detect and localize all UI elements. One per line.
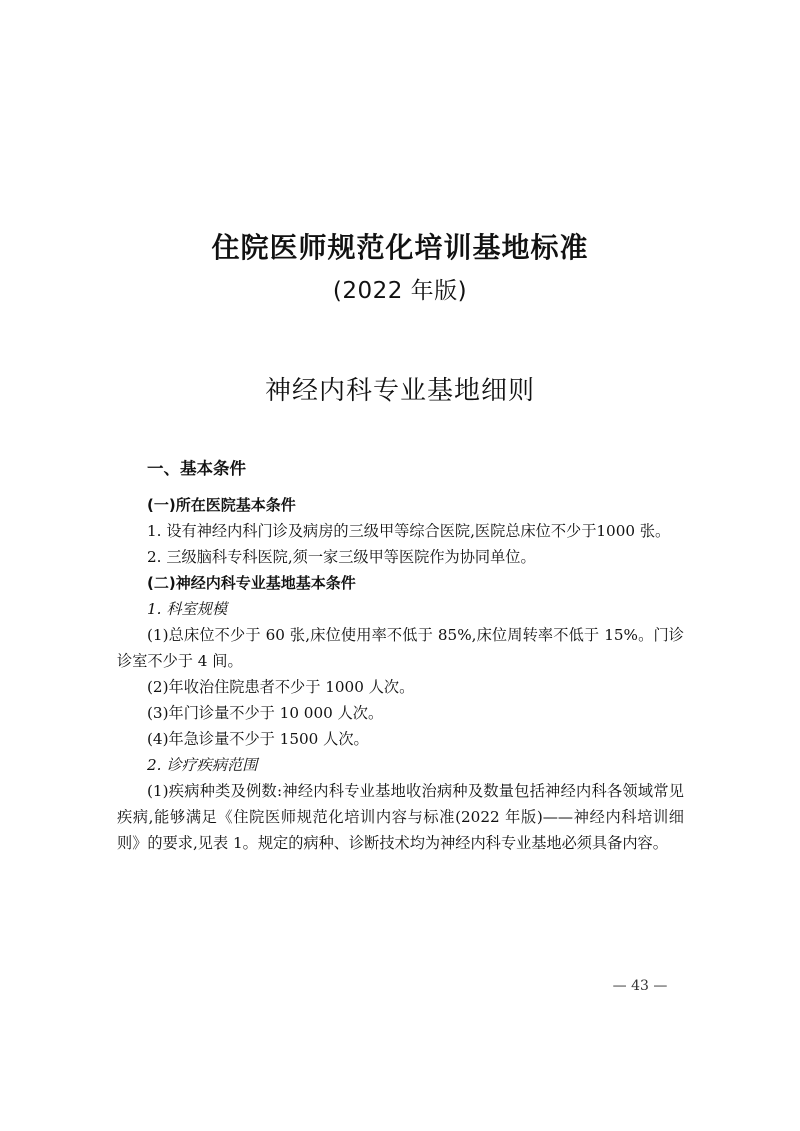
paragraph-6: (4)年急诊量不少于 1500 人次。 bbox=[147, 730, 369, 748]
heading-hospital-conditions: (一)所在医院基本条件 bbox=[147, 496, 296, 514]
paragraph-7: (1)疾病种类及例数:神经内科专业基地收治病种及数量包括神经内科各领域常见疾病,能够满足《住院医师规范化培训内容与标准(2022 年版)——神经内科培训细则》的要求,见表 1。规定的病种、诊断技术均为神经内科专业基地必须具备内容。 bbox=[117, 782, 684, 852]
heading-department-scale: 1. 科室规模 bbox=[147, 600, 228, 618]
heading-basic-conditions: 一、基本条件 bbox=[147, 459, 246, 478]
heading-base-conditions: (二)神经内科专业基地基本条件 bbox=[147, 574, 356, 592]
paragraph-3: (1)总床位不少于 60 张,床位使用率不低于 85%,床位周转率不低于 15%。门诊诊室不少于 4 间。 bbox=[117, 626, 684, 670]
paragraph-4: (2)年收治住院患者不少于 1000 人次。 bbox=[147, 678, 415, 696]
body-text bbox=[117, 456, 684, 856]
page-number: — 43 — bbox=[612, 978, 668, 994]
sub-title: (2022 年版) bbox=[332, 278, 468, 304]
paragraph-2: 2. 三级脑科专科医院,须一家三级甲等医院作为协同单位。 bbox=[147, 548, 536, 566]
paragraph-1: 1. 设有神经内科门诊及病房的三级甲等综合医院,医院总床位不少于1000 张。 bbox=[147, 522, 671, 540]
section-title: 神经内科专业基地细则 bbox=[264, 376, 535, 406]
paragraph-5: (3)年门诊量不少于 10 000 人次。 bbox=[147, 704, 384, 722]
main-title: 住院医师规范化培训基地标准 bbox=[211, 231, 589, 264]
heading-disease-scope: 2. 诊疗疾病范围 bbox=[147, 756, 258, 774]
